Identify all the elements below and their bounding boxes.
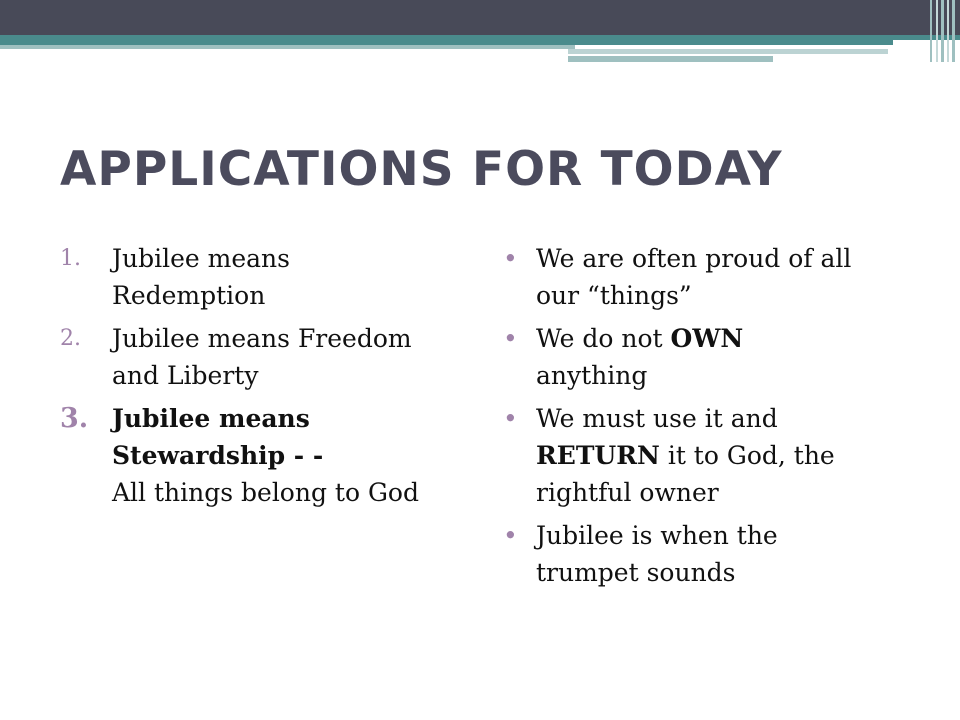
emphasis-own: OWN xyxy=(670,324,744,353)
list-item xyxy=(503,517,923,591)
slide-title: APPLICATIONS FOR TODAY xyxy=(60,142,783,197)
top-light-stripe-short xyxy=(568,56,773,62)
item-text: Jubilee is when the xyxy=(536,521,778,550)
item-text: Jubilee means xyxy=(112,244,290,273)
list-item xyxy=(503,400,923,511)
top-dark-bar xyxy=(0,0,960,38)
vertical-line-1 xyxy=(930,0,932,62)
item-text: Jubilee means Freedom xyxy=(112,324,412,353)
item-text: We must use it and xyxy=(536,404,778,433)
left-numbered-list xyxy=(60,240,470,517)
item-text: anything xyxy=(536,361,648,390)
top-teal-stripe xyxy=(0,35,960,45)
vertical-line-3 xyxy=(941,0,944,62)
bullet-icon: • xyxy=(503,404,518,433)
list-item xyxy=(503,320,923,394)
list-number: 2. xyxy=(60,326,81,351)
top-decorative-band xyxy=(0,0,960,72)
top-right-gap xyxy=(893,40,960,64)
vertical-line-2 xyxy=(936,0,938,62)
item-text: We are often proud of all xyxy=(536,244,852,273)
bullet-icon: • xyxy=(503,244,518,273)
item-text: and Liberty xyxy=(112,361,259,390)
list-number: 3. xyxy=(60,403,89,434)
list-item xyxy=(60,320,470,394)
list-number: 1. xyxy=(60,246,81,271)
item-text-bold: Stewardship - - xyxy=(112,441,324,470)
emphasis-return: RETURN xyxy=(536,441,660,470)
vertical-line-4 xyxy=(947,0,949,62)
vertical-line-5 xyxy=(952,0,955,62)
item-text: our “things” xyxy=(536,281,692,310)
item-text: Redemption xyxy=(112,281,266,310)
list-item xyxy=(60,400,470,511)
list-item xyxy=(60,240,470,314)
item-text: it to God, the xyxy=(659,441,835,470)
top-light-stripe-left xyxy=(0,45,575,49)
item-text: We do not xyxy=(536,324,671,353)
bullet-icon: • xyxy=(503,324,518,353)
bullet-icon: • xyxy=(503,521,518,550)
item-text: All things belong to God xyxy=(112,478,419,507)
item-text: rightful owner xyxy=(536,478,719,507)
top-light-stripe-mid xyxy=(568,49,888,54)
list-item xyxy=(503,240,923,314)
right-bullet-list xyxy=(503,240,923,597)
item-text: trumpet sounds xyxy=(536,558,736,587)
item-text-bold: Jubilee means xyxy=(112,404,310,433)
